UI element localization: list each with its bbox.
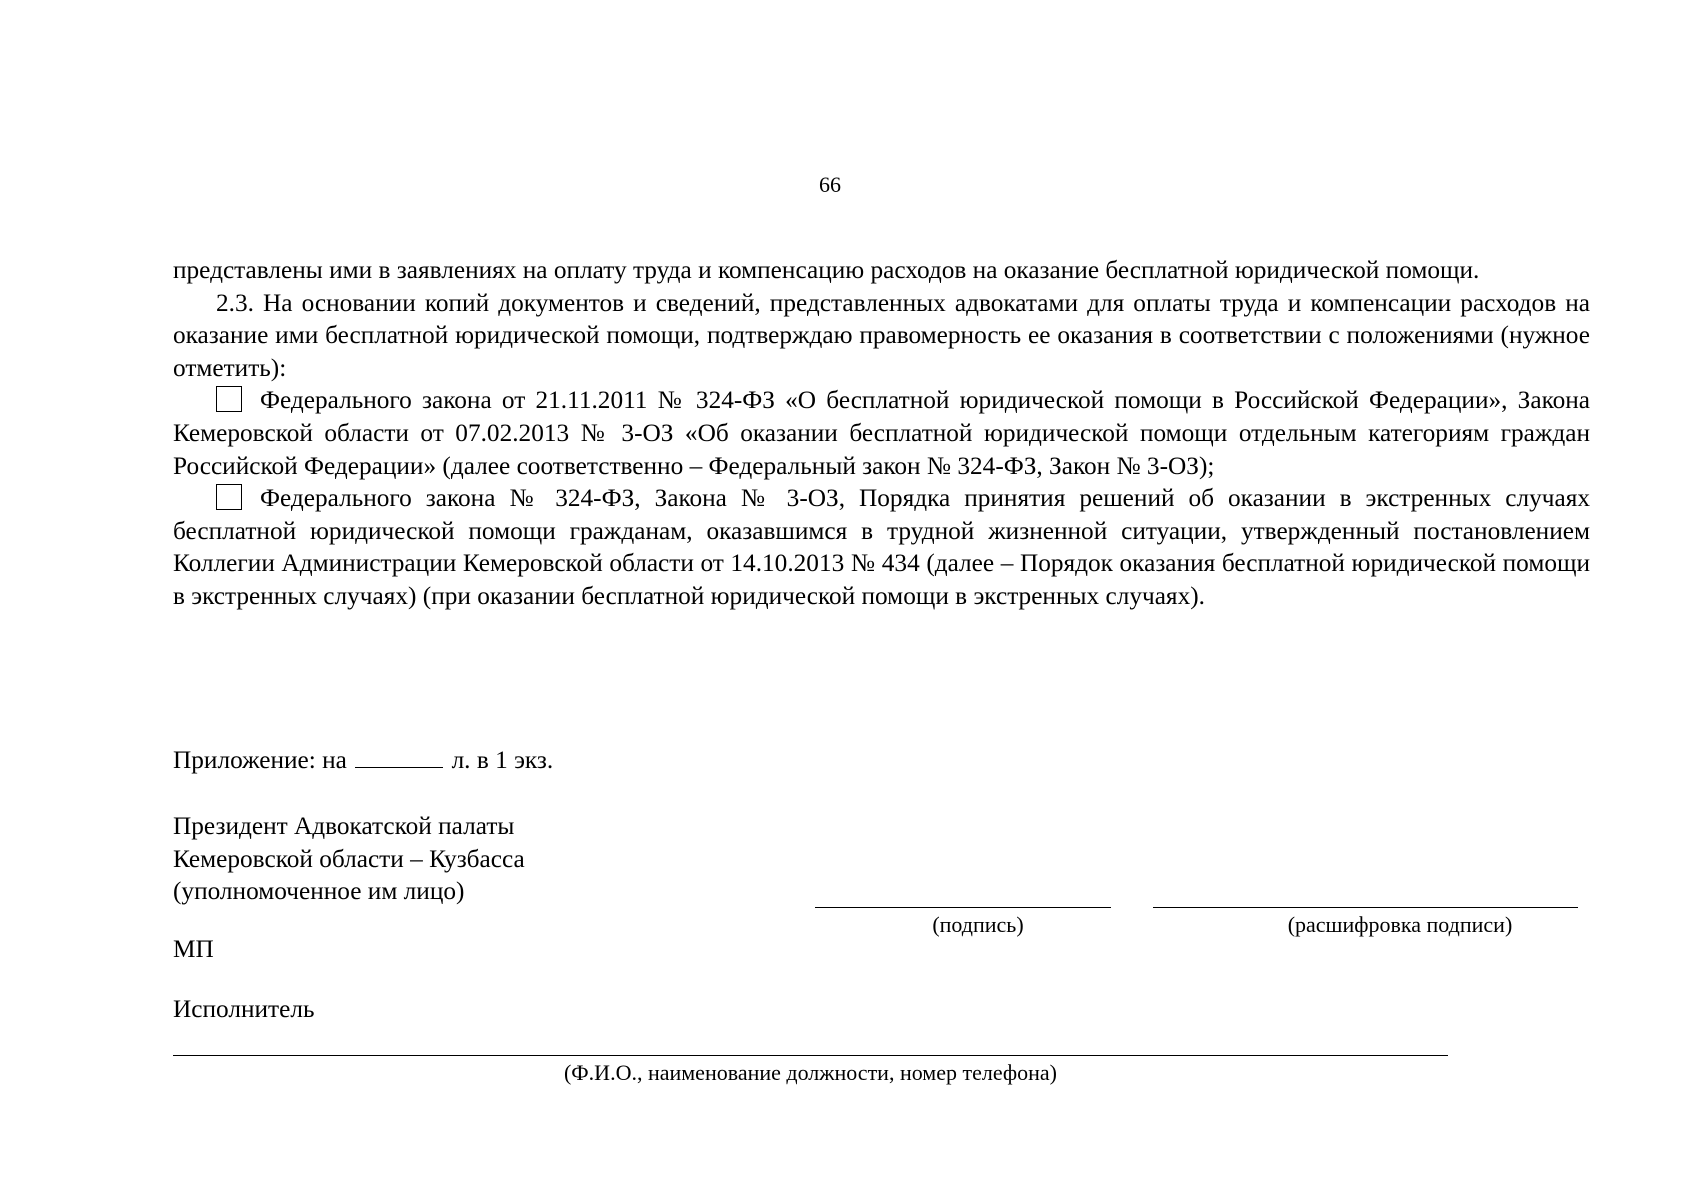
continuation-paragraph: представлены ими в заявлениях на оплату труда и компенсацию расходов на оказание бесплатной юридической помощи.: [173, 256, 1480, 284]
seal-placeholder: МП: [173, 935, 214, 963]
executor-line[interactable]: [173, 1055, 1448, 1056]
page-number: 66: [819, 172, 841, 197]
signatory-line-3: (уполномоченное им лицо): [173, 877, 465, 906]
signatory-line-1: Президент Адвокатской палаты: [173, 812, 515, 840]
option-2-paragraph: [173, 482, 1590, 612]
clause-2-3-paragraph: 2.3. На основании копий документов и сведений, представленных адвокатами для оплаты труда и компенсации расходов на оказание ими бесплатной юридической помощи, подтверждаю правомерность ее оказания в соответствии с положениями (нужное отметить):: [173, 288, 1590, 382]
signature-caption: (подпись): [932, 912, 1024, 937]
option-2-checkbox[interactable]: [216, 484, 242, 510]
appendix-suffix: л. в 1 экз.: [451, 746, 554, 774]
option-1-text: Федерального закона от 21.11.2011 № 324-ФЗ «О бесплатной юридической помощи в Российской Федерации», Закона Кемеровской области от 07.02.2013 № 3-ОЗ «Об оказании бесплатной юридической помощи отдельным категориям граждан Российской Федерации» (далее соответственно – Федеральный закон № 324-ФЗ, Закон № 3-ОЗ);: [173, 386, 1590, 480]
decryption-caption: (расшифровка подписи): [1287, 912, 1513, 937]
signatory-block: [173, 810, 525, 908]
executor-caption: (Ф.И.О., наименование должности, номер телефона): [563, 1060, 1058, 1085]
decryption-line[interactable]: [1153, 907, 1578, 908]
executor-label: Исполнитель: [173, 995, 315, 1023]
option-1-checkbox[interactable]: [216, 386, 242, 412]
signature-line[interactable]: [815, 907, 1111, 908]
appendix-prefix: Приложение: на: [173, 746, 347, 774]
document-body: [173, 254, 1590, 613]
appendix-pages-blank[interactable]: [355, 747, 443, 768]
appendix-line: [173, 744, 553, 776]
option-2-text: Федерального закона № 324-ФЗ, Закона № 3-ОЗ, Порядка принятия решений об оказании в экстренных случаях бесплатной юридической помощи гражданам, оказавшимся в трудной жизненной ситуации, утвержденный постановлением Коллегии Администрации Кемеровской области от 14.10.2013 № 434 (далее – Порядок оказания бесплатной юридической помощи в экстренных случаях) (при оказании бесплатной юридической помощи в экстренных случаях).: [173, 484, 1590, 610]
option-1-paragraph: [173, 384, 1590, 482]
signatory-line-2: Кемеровской области – Кузбасса: [173, 844, 525, 873]
